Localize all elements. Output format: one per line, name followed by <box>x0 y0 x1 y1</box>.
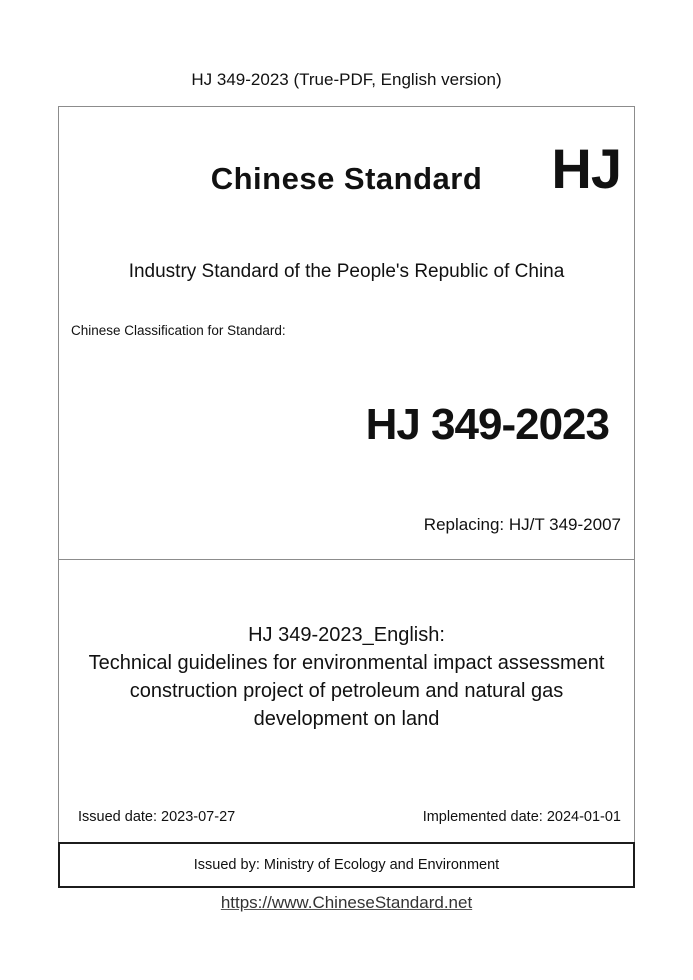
hj-logo: HJ <box>551 137 621 200</box>
title-line: development on land <box>253 708 440 730</box>
replacing-note: Replacing: HJ/T 349-2007 <box>423 515 621 534</box>
issued-date: Issued date: 2023-07-27 <box>78 809 236 825</box>
issued-by-box <box>58 842 635 888</box>
section-divider <box>59 559 634 560</box>
website-link[interactable]: https://www.ChineseStandard.net <box>220 893 473 912</box>
cover-outer-box <box>58 106 635 842</box>
title-line: construction project of petroleum and natural gas <box>129 680 564 702</box>
implemented-date: Implemented date: 2024-01-01 <box>422 809 621 825</box>
issued-by-text: Issued by: Ministry of Ecology and Environment <box>193 857 500 873</box>
footer-link-row <box>0 893 693 913</box>
page-header-title: HJ 349-2023 (True-PDF, English version) <box>191 70 502 89</box>
standard-code: HJ 349-2023 <box>365 400 609 449</box>
standard-type-line: Industry Standard of the People's Republic of China <box>128 261 565 282</box>
classification-label: Chinese Classification for Standard: <box>71 323 286 338</box>
english-title-label: HJ 349-2023_English: <box>248 624 445 646</box>
brand-title: Chinese Standard <box>210 161 483 196</box>
title-line: Technical guidelines for environmental impact assessment <box>88 652 605 674</box>
english-title-block <box>59 621 634 733</box>
